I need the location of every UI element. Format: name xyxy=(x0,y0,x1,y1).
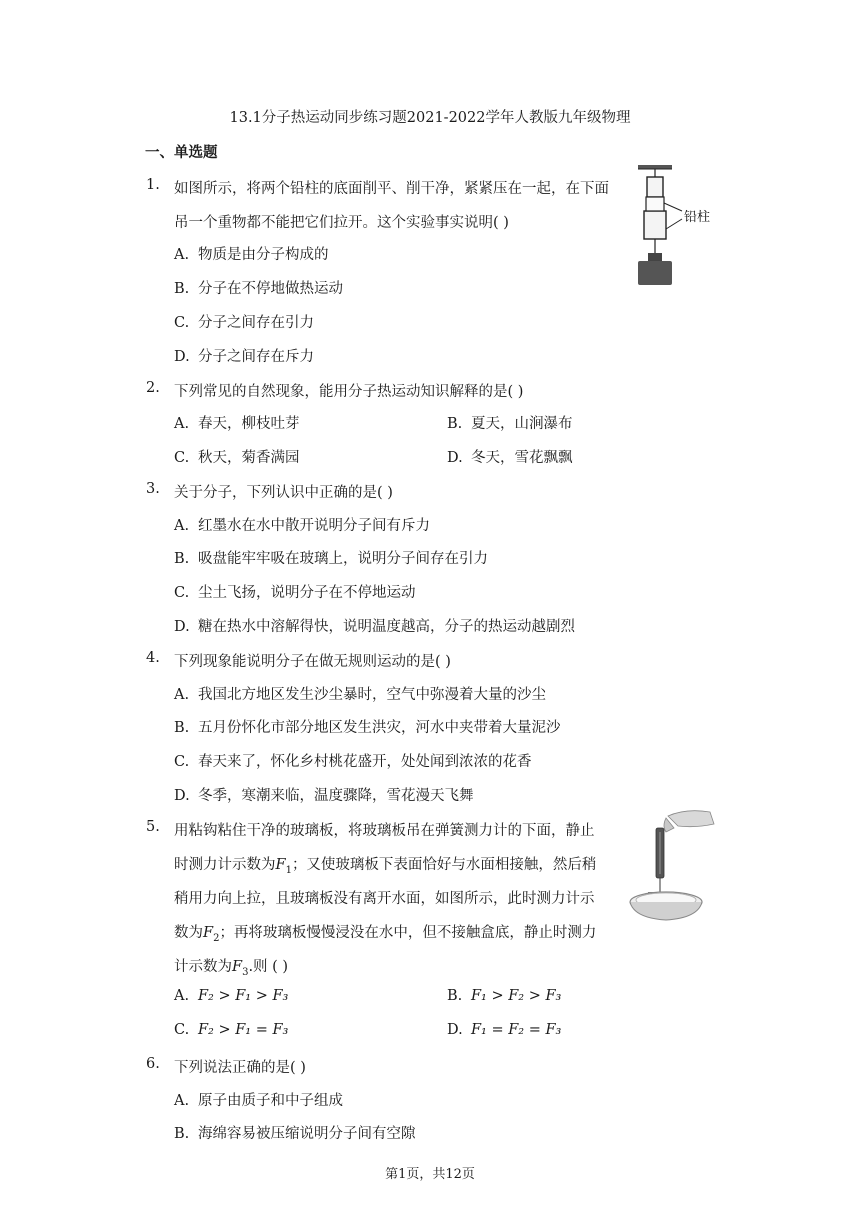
section-heading: 一、单选题 xyxy=(145,144,218,161)
option-d: D. 冬季，寒潮来临，温度骤降，雪花漫天飞舞 xyxy=(174,788,474,804)
option-a: A. 原子由质子和中子组成 xyxy=(174,1093,343,1109)
question-number: 2. xyxy=(146,380,160,396)
option-d: D. 糖在热水中溶解得快，说明温度越高，分子的热运动越剧烈 xyxy=(174,619,575,635)
question-stem: 下列现象能说明分子在做无规则运动的是( ) xyxy=(174,654,451,670)
option-c: C. 尘土飞扬，说明分子在不停地运动 xyxy=(174,585,416,601)
option-c: C. 秋天，菊香满园 xyxy=(174,450,300,466)
option-a: A. 春天，柳枝吐芽 xyxy=(174,416,300,432)
option-b: B. 分子在不停地做热运动 xyxy=(174,281,343,297)
option-d: D. 分子之间存在斥力 xyxy=(174,349,314,365)
page-footer: 第1页，共12页 xyxy=(385,1167,475,1182)
document-title: 13.1分子热运动同步练习题2021-2022学年人教版九年级物理 xyxy=(229,110,631,126)
question-number: 3. xyxy=(146,481,160,497)
lead-cylinder-figure xyxy=(634,163,724,289)
option-d: D. 冬天，雪花飘飘 xyxy=(447,450,573,466)
option-c: C. F₂ > F₁ = F₃ xyxy=(174,1022,289,1038)
question-number: 4. xyxy=(146,650,160,666)
option-a: A. F₂ > F₁ > F₃ xyxy=(174,988,289,1004)
question-stem: 数为$F_2$；再将玻璃板慢慢浸没在水中，但不接触盒底，静止时测力 xyxy=(174,925,597,944)
question-stem: 吊一个重物都不能把它们拉开。这个实验事实说明( ) xyxy=(174,215,509,231)
question-stem: 计示数为$F_3$.则 ( ) xyxy=(174,959,289,978)
question-stem: 关于分子，下列认识中正确的是( ) xyxy=(174,485,393,501)
spring-scale-figure xyxy=(626,806,718,926)
option-a: A. 我国北方地区发生沙尘暴时，空气中弥漫着大量的沙尘 xyxy=(174,687,546,703)
question-stem: 时测力计示数为$F_1$；又使玻璃板下表面恰好与水面相接触，然后稍 xyxy=(174,857,597,876)
option-a: A. 物质是由分子构成的 xyxy=(174,247,329,263)
option-c: C. 分子之间存在引力 xyxy=(174,315,314,331)
option-d: D. F₁ = F₂ = F₃ xyxy=(447,1022,562,1038)
question-number: 1. xyxy=(146,177,160,193)
option-a: A. 红墨水在水中散开说明分子间有斥力 xyxy=(174,518,430,534)
option-b: B. 五月份怀化市部分地区发生洪灾，河水中夹带着大量泥沙 xyxy=(174,720,561,736)
question-number: 6. xyxy=(146,1056,160,1072)
question-number: 5. xyxy=(146,819,160,835)
figure-label: 铅柱 xyxy=(684,210,711,225)
question-stem: 下列说法正确的是( ) xyxy=(174,1060,306,1076)
option-c: C. 春天来了，怀化乡村桃花盛开，处处闻到浓浓的花香 xyxy=(174,754,532,770)
option-b: B. 夏天，山涧瀑布 xyxy=(447,416,573,432)
option-b: B. 吸盘能牢牢吸在玻璃上，说明分子间存在引力 xyxy=(174,551,488,567)
question-stem: 下列常见的自然现象，能用分子热运动知识解释的是( ) xyxy=(174,384,524,400)
question-stem: 稍用力向上拉，且玻璃板没有离开水面，如图所示，此时测力计示 xyxy=(174,891,595,907)
question-stem: 如图所示，将两个铅柱的底面削平、削干净，紧紧压在一起，在下面 xyxy=(174,181,609,197)
option-b: B. F₁ > F₂ > F₃ xyxy=(447,988,562,1004)
question-stem: 用粘钩粘住干净的玻璃板，将玻璃板吊在弹簧测力计的下面，静止 xyxy=(174,823,595,839)
option-b: B. 海绵容易被压缩说明分子间有空隙 xyxy=(174,1126,416,1142)
